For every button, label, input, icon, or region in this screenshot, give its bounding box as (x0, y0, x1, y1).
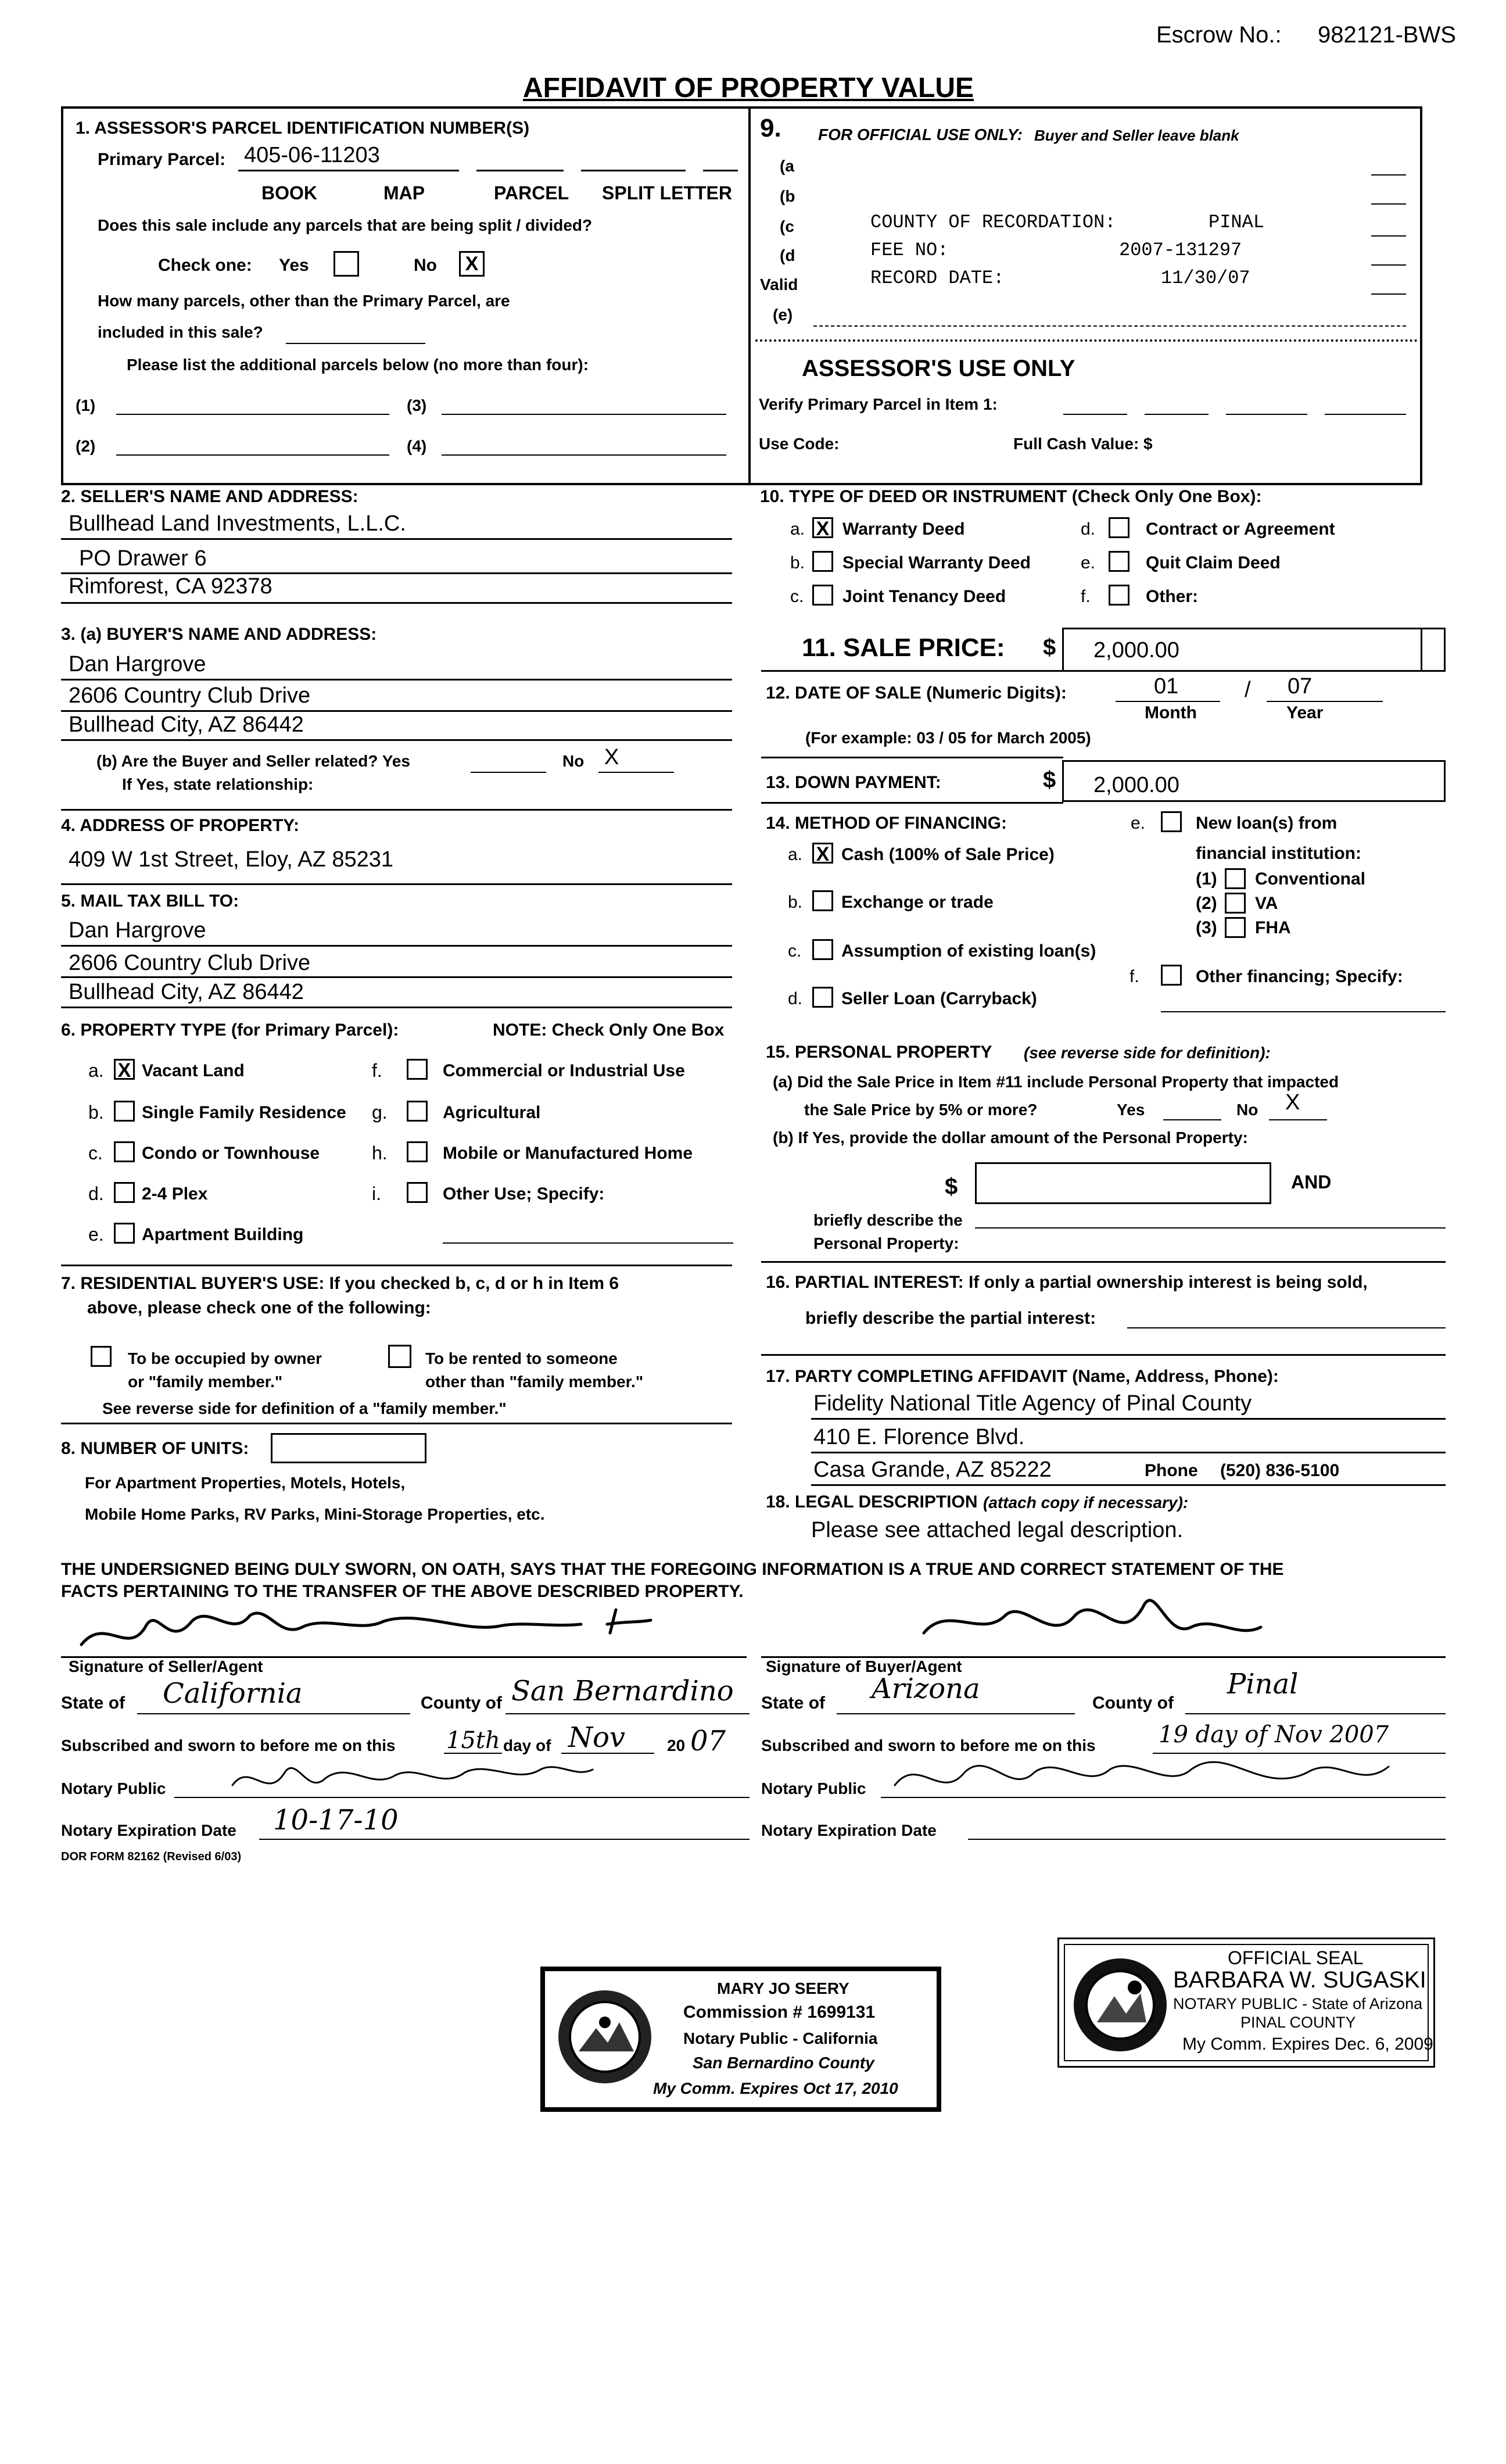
joint-tenancy-label: Joint Tenancy Deed (842, 587, 1006, 606)
apartment-label: Apartment Building (142, 1225, 304, 1244)
seal-left-expires: My Comm. Expires Oct 17, 2010 (653, 2079, 898, 2097)
taxbill-addr1[interactable]: 2606 Country Club Drive (69, 951, 311, 975)
other-deed-label: Other: (1146, 587, 1198, 606)
conventional-checkbox[interactable] (1225, 868, 1246, 889)
escrow-label: Escrow No.: (1156, 22, 1282, 48)
s1-heading: 1. ASSESSOR'S PARCEL IDENTIFICATION NUMBER(S) (76, 119, 530, 138)
s9-d: (d (780, 246, 795, 264)
quit-claim-checkbox[interactable] (1109, 551, 1130, 572)
fha-checkbox[interactable] (1225, 917, 1246, 938)
vacant-land-label: Vacant Land (142, 1061, 245, 1080)
partial-interest-line (1127, 1327, 1446, 1328)
s13-bottom-line (761, 802, 1063, 804)
parcel-2-label: (2) (76, 437, 96, 455)
right-notary-line (881, 1797, 1446, 1798)
other-parcels-question-1: How many parcels, other than the Primary Parcel, are (98, 292, 510, 310)
new-loan-label-2: financial institution: (1196, 844, 1361, 863)
s15-no-line (1269, 1119, 1327, 1120)
parcel-3-label: (3) (407, 396, 427, 414)
down-payment-label: 13. DOWN PAYMENT: (766, 773, 941, 792)
seller-addr2-line (61, 602, 732, 604)
seal-right (1057, 1937, 1435, 2068)
verify-line-1 (1063, 414, 1127, 415)
s16-heading: 16. PARTIAL INTEREST: If only a partial ownership interest is being sold, (766, 1273, 1368, 1292)
related-yes-line (471, 772, 546, 773)
taxbill-addr1-line (61, 976, 732, 978)
assumption-label: Assumption of existing loan(s) (841, 941, 1096, 961)
joint-tenancy-checkbox[interactable] (812, 585, 833, 606)
primary-parcel-label: Primary Parcel: (98, 150, 226, 169)
left-county-line (505, 1713, 750, 1714)
oath-line-1: THE UNDERSIGNED BEING DULY SWORN, ON OATH, SAYS THAT THE FOREGOING INFORMATION IS A TRUE AND CORRECT STATEMENT OF THE (61, 1560, 1284, 1579)
phone-label: Phone (1145, 1461, 1198, 1480)
s15-heading: 15. PERSONAL PROPERTY (766, 1043, 992, 1062)
left-day-value[interactable]: 15th (446, 1727, 500, 1754)
verify-line-2 (1145, 414, 1209, 415)
party-name-line (811, 1418, 1446, 1420)
verify-line-4 (1325, 414, 1406, 415)
notary-left-signature (232, 1767, 593, 1785)
book-line (238, 170, 459, 171)
cash-label: Cash (100% of Sale Price) (841, 845, 1055, 864)
date-example: (For example: 03 / 05 for March 2005) (805, 729, 1091, 747)
exchange-label: Exchange or trade (841, 893, 994, 912)
check-one-label: Check one: (158, 256, 252, 275)
parcel-3-line (442, 414, 726, 415)
agricultural-label: Agricultural (443, 1103, 541, 1122)
s14-heading: 14. METHOD OF FINANCING: (766, 814, 1007, 833)
other-financing-label: Other financing; Specify: (1196, 967, 1403, 986)
split-yes-checkbox[interactable] (334, 251, 359, 277)
seal-left-county: San Bernardino County (693, 2054, 874, 2072)
va-label: VA (1255, 894, 1278, 913)
special-warranty-checkbox[interactable] (812, 551, 833, 572)
s15-yes-line (1163, 1119, 1221, 1120)
s15-end-line (761, 1261, 1446, 1263)
assumption-checkbox[interactable] (812, 939, 833, 960)
left-state-value[interactable]: California (163, 1677, 303, 1710)
left-expiration-line (259, 1839, 750, 1840)
s9-e: (e) (773, 306, 793, 324)
seller-loan-label: Seller Loan (Carryback) (841, 989, 1037, 1008)
s9-dotted-separator (755, 339, 1418, 342)
col-map: MAP (383, 182, 425, 203)
california-seal-icon (555, 1987, 654, 2086)
seal-right-name: BARBARA W. SUGASKI (1173, 1967, 1426, 1993)
fee-value: 2007-131297 (1119, 239, 1242, 261)
buyer-addr2[interactable]: Bullhead City, AZ 86442 (69, 712, 304, 737)
relationship-label: If Yes, state relationship: (122, 775, 314, 793)
sale-year[interactable]: 07 (1288, 674, 1313, 699)
s9-valid-line (1371, 293, 1406, 295)
left-subscribed-label: Subscribed and sworn to before me on this (61, 1736, 396, 1754)
property-address[interactable]: 409 W 1st Street, Eloy, AZ 85231 (69, 847, 394, 872)
vacant-land-checkbox[interactable]: X (114, 1059, 135, 1080)
quit-claim-label: Quit Claim Deed (1146, 553, 1281, 572)
sale-price-label: 11. SALE PRICE: (802, 633, 1005, 662)
s10-b-letter: b. (790, 553, 805, 572)
s7-note: See reverse side for definition of a "family member." (102, 1399, 507, 1417)
exchange-checkbox[interactable] (812, 890, 833, 911)
taxbill-name-line (61, 945, 732, 947)
s16-end-line (761, 1354, 1446, 1356)
list-note: Please list the additional parcels below (no more than four): (127, 356, 589, 374)
s6-end-line (61, 1265, 732, 1266)
s6-c-letter: c. (88, 1143, 103, 1163)
new-loan-checkbox[interactable] (1161, 811, 1182, 832)
s2-heading: 2. SELLER'S NAME AND ADDRESS: (61, 487, 358, 506)
s12-label: 12. DATE OF SALE (Numeric Digits): (766, 683, 1067, 703)
left-notary-line (174, 1797, 750, 1798)
conventional-label: Conventional (1255, 869, 1366, 889)
agricultural-checkbox[interactable] (407, 1101, 428, 1122)
seller-addr1[interactable]: PO Drawer 6 (79, 546, 207, 571)
sale-year-line (1267, 701, 1383, 702)
other-use-label: Other Use; Specify: (443, 1184, 605, 1204)
legal-description[interactable]: Please see attached legal description. (811, 1518, 1184, 1542)
s15-and-label: AND (1291, 1172, 1332, 1192)
s14-f-letter: f. (1130, 967, 1139, 986)
county-value: PINAL (1209, 212, 1265, 233)
s10-d-letter: d. (1081, 520, 1096, 539)
s15-question-a-2: the Sale Price by 5% or more? (804, 1101, 1038, 1119)
s9-c-line (1371, 235, 1406, 237)
fha-num: (3) (1196, 918, 1217, 937)
taxbill-addr2-line (61, 1007, 732, 1008)
right-day-line (1153, 1753, 1446, 1754)
date-slash: / (1245, 678, 1251, 702)
special-warranty-label: Special Warranty Deed (842, 553, 1031, 572)
party-addr2-line (811, 1484, 1446, 1486)
assessor-heading: ASSESSOR'S USE ONLY (802, 356, 1075, 381)
personal-property-amount-box[interactable] (975, 1162, 1271, 1204)
s9-a: (a (780, 157, 794, 175)
owner-occupied-label-2: or "family member." (128, 1373, 283, 1391)
s9-d-line (1371, 264, 1406, 266)
right-notary-label: Notary Public (761, 1779, 866, 1797)
parcel-line (581, 170, 686, 171)
condo-checkbox[interactable] (114, 1141, 135, 1162)
s8-note-1: For Apartment Properties, Motels, Hotels, (85, 1474, 406, 1492)
s7-heading-2: above, please check one of the following: (87, 1298, 431, 1317)
sale-month-line (1116, 701, 1220, 702)
top-frame-divider (748, 106, 751, 485)
warranty-deed-label: Warranty Deed (842, 520, 965, 539)
right-county-line (1185, 1713, 1446, 1714)
down-payment-value[interactable]: 2,000.00 (1093, 773, 1179, 797)
conventional-num: (1) (1196, 869, 1217, 889)
units-input[interactable] (271, 1433, 426, 1463)
condo-label: Condo or Townhouse (142, 1144, 320, 1163)
related-no-mark[interactable]: X (604, 745, 619, 769)
s6-f-letter: f. (372, 1060, 382, 1081)
new-loan-label-1: New loan(s) from (1196, 814, 1338, 833)
right-county-label: County of (1092, 1693, 1174, 1713)
s4-heading: 4. ADDRESS OF PROPERTY: (61, 816, 300, 835)
related-no-line (598, 772, 674, 773)
s14-d-letter: d. (788, 989, 803, 1008)
s15-yes-label: Yes (1117, 1101, 1145, 1119)
col-parcel: PARCEL (494, 182, 569, 203)
seller-addr2[interactable]: Rimforest, CA 92378 (69, 574, 272, 599)
right-state-value[interactable]: Arizona (872, 1672, 980, 1705)
s15-dollar: $ (945, 1174, 958, 1199)
s18-heading: 18. LEGAL DESCRIPTION (766, 1492, 978, 1512)
seal-left-commission: Commission # 1699131 (683, 2003, 876, 2022)
s7-end-line (61, 1423, 732, 1424)
use-code-label: Use Code: (759, 435, 840, 453)
down-payment-dollar: $ (1043, 767, 1056, 793)
seal-right-official: OFFICIAL SEAL (1228, 1947, 1364, 1968)
s6-g-letter: g. (372, 1102, 388, 1123)
left-county-label: County of (421, 1693, 502, 1713)
va-checkbox[interactable] (1225, 893, 1246, 914)
other-parcels-question-2: included in this sale? (98, 323, 263, 341)
s15-heading-note: (see reverse side for definition): (1024, 1044, 1271, 1062)
s9-b: (b (780, 187, 795, 205)
seller-signature-label: Signature of Seller/Agent (69, 1657, 263, 1675)
fha-label: FHA (1255, 918, 1291, 937)
s15-no-mark[interactable]: X (1285, 1090, 1300, 1115)
s9-b-line (1371, 203, 1406, 205)
arizona-seal-icon (1071, 1956, 1170, 2054)
seal-right-county: PINAL COUNTY (1240, 2014, 1356, 2031)
right-expiration-label: Notary Expiration Date (761, 1821, 937, 1839)
party-name[interactable]: Fidelity National Title Agency of Pinal County (813, 1391, 1252, 1416)
other-use-line (443, 1242, 733, 1244)
s9-e-line (813, 325, 1406, 327)
s10-heading: 10. TYPE OF DEED OR INSTRUMENT (Check Only One Box): (760, 487, 1262, 506)
sale-price-dollar: $ (1043, 635, 1056, 660)
right-state-line (837, 1713, 1075, 1714)
s8-heading: 8. NUMBER OF UNITS: (61, 1439, 249, 1458)
oath-line-2: FACTS PERTAINING TO THE TRANSFER OF THE ABOVE DESCRIBED PROPERTY. (61, 1582, 744, 1601)
party-addr2[interactable]: Casa Grande, AZ 85222 (813, 1457, 1052, 1482)
s6-e-letter: e. (88, 1224, 104, 1245)
other-parcels-line (286, 343, 425, 344)
contract-checkbox[interactable] (1109, 517, 1130, 538)
seller-loan-checkbox[interactable] (812, 987, 833, 1008)
s13-top-line (761, 757, 1063, 758)
seller-name[interactable]: Bullhead Land Investments, L.L.C. (69, 511, 406, 536)
s15-describe-line-1 (975, 1227, 1446, 1229)
left-expiration-value[interactable]: 10-17-10 (273, 1804, 399, 1836)
right-state-label: State of (761, 1693, 826, 1713)
va-num: (2) (1196, 894, 1217, 913)
taxbill-name[interactable]: Dan Hargrove (69, 918, 206, 943)
s6-i-letter: i. (372, 1183, 381, 1204)
seller-signature (81, 1613, 581, 1645)
other-deed-checkbox[interactable] (1109, 585, 1130, 606)
phone-value[interactable]: (520) 836-5100 (1220, 1461, 1340, 1480)
s18-heading-note: (attach copy if necessary): (983, 1494, 1189, 1512)
s15-no-label: No (1236, 1101, 1258, 1119)
parcel-1-label: (1) (76, 396, 96, 414)
left-expiration-label: Notary Expiration Date (61, 1821, 236, 1839)
other-use-checkbox[interactable] (407, 1182, 428, 1203)
party-addr1-line (811, 1452, 1446, 1453)
s3-end-line (61, 809, 732, 811)
s9-number: 9. (760, 114, 781, 142)
s7-heading-1: 7. RESIDENTIAL BUYER'S USE: If you checked b, c, d or h in Item 6 (61, 1274, 619, 1293)
right-day-month-value[interactable]: 19 day of Nov 2007 (1159, 1721, 1389, 1748)
apartment-checkbox[interactable] (114, 1223, 135, 1244)
s9-a-line (1371, 174, 1406, 176)
buyer-signature-label: Signature of Buyer/Agent (766, 1657, 962, 1675)
s10-f-letter: f. (1081, 587, 1091, 606)
s10-e-letter: e. (1081, 553, 1096, 572)
month-label: Month (1145, 703, 1197, 722)
seller-name-line (61, 538, 732, 540)
s9-heading-note: Buyer and Seller leave blank (1034, 127, 1239, 144)
s9-heading: FOR OFFICIAL USE ONLY: (818, 126, 1023, 144)
property-address-line (61, 883, 732, 885)
split-no-label: No (414, 256, 437, 275)
s6-note: NOTE: Check Only One Box (493, 1020, 725, 1040)
s9-valid: Valid (760, 275, 798, 293)
s6-h-letter: h. (372, 1143, 388, 1163)
s10-c-letter: c. (790, 587, 804, 606)
s16-line-2: briefly describe the partial interest: (805, 1309, 1096, 1328)
left-month-value[interactable]: Nov (568, 1721, 626, 1754)
left-state-label: State of (61, 1693, 126, 1713)
s14-b-letter: b. (788, 893, 803, 912)
escrow-number: 982121-BWS (1318, 22, 1456, 48)
single-family-checkbox[interactable] (114, 1101, 135, 1122)
rented-label-1: To be rented to someone (425, 1349, 618, 1367)
s15-question-b: (b) If Yes, provide the dollar amount of the Personal Property: (773, 1129, 1248, 1147)
col-split: SPLIT LETTER (602, 182, 732, 203)
other-financing-line (1161, 1011, 1446, 1012)
contract-label: Contract or Agreement (1146, 520, 1335, 539)
left-day-line (444, 1753, 502, 1754)
buyer-name[interactable]: Dan Hargrove (69, 652, 206, 676)
s8-note-2: Mobile Home Parks, RV Parks, Mini-Storage Properties, etc. (85, 1505, 545, 1523)
plex-checkbox[interactable] (114, 1182, 135, 1203)
s10-a-letter: a. (790, 520, 805, 539)
commercial-label: Commercial or Industrial Use (443, 1061, 685, 1080)
split-question: Does this sale include any parcels that are being split / divided? (98, 216, 593, 234)
mobile-home-label: Mobile or Manufactured Home (443, 1144, 693, 1163)
seal-right-title: NOTARY PUBLIC - State of Arizona (1173, 1995, 1423, 2012)
right-expiration-line (968, 1839, 1446, 1840)
form-number: DOR FORM 82162 (Revised 6/03) (61, 1850, 242, 1863)
taxbill-addr2[interactable]: Bullhead City, AZ 86442 (69, 980, 304, 1004)
left-month-line (561, 1753, 654, 1754)
cash-checkbox[interactable]: X (812, 843, 833, 864)
s6-d-letter: d. (88, 1183, 104, 1204)
left-state-line (137, 1713, 410, 1714)
parcel-1-line (116, 414, 389, 415)
buyer-addr1[interactable]: 2606 Country Club Drive (69, 683, 311, 708)
sale-price-value[interactable]: 2,000.00 (1093, 638, 1179, 662)
left-year-prefix: 20 (667, 1736, 686, 1754)
s15-describe-1: briefly describe the (813, 1211, 963, 1229)
s14-a-letter: a. (788, 845, 803, 864)
right-county-value[interactable]: Pinal (1227, 1668, 1299, 1700)
buyer-addr1-line (61, 710, 732, 712)
buyer-signature (924, 1600, 1261, 1633)
parcel-4-line (442, 454, 726, 456)
col-book: BOOK (261, 182, 317, 203)
owner-occupied-checkbox[interactable] (91, 1346, 112, 1367)
county-label: COUNTY OF RECORDATION: (870, 212, 1116, 233)
seal-left (540, 1967, 941, 2112)
full-cash-label: Full Cash Value: $ (1013, 435, 1153, 453)
split-no-checkbox[interactable]: X (459, 251, 485, 277)
s17-heading: 17. PARTY COMPLETING AFFIDAVIT (Name, Address, Phone): (766, 1367, 1279, 1386)
s14-e-letter: e. (1131, 814, 1146, 833)
year-label: Year (1286, 703, 1324, 722)
mobile-home-checkbox[interactable] (407, 1141, 428, 1162)
fee-label: FEE NO: (870, 239, 949, 261)
parcel-4-label: (4) (407, 437, 427, 455)
record-date-value: 11/30/07 (1161, 267, 1250, 289)
right-subscribed-label: Subscribed and sworn to before me on this (761, 1736, 1096, 1754)
commercial-checkbox[interactable] (407, 1059, 428, 1080)
plex-label: 2-4 Plex (142, 1184, 208, 1204)
s6-b-letter: b. (88, 1102, 104, 1123)
left-year-value[interactable]: 07 (690, 1725, 726, 1757)
related-question: (b) Are the Buyer and Seller related? Yes (96, 752, 410, 770)
record-date-label: RECORD DATE: (870, 267, 1005, 289)
s14-c-letter: c. (788, 941, 802, 961)
split-yes-label: Yes (279, 256, 309, 275)
left-county-value[interactable]: San Bernardino (511, 1675, 734, 1707)
related-no-label: No (562, 752, 585, 770)
s15-question-a-1: (a) Did the Sale Price in Item #11 include Personal Property that impacted (773, 1073, 1339, 1091)
other-financing-checkbox[interactable] (1161, 965, 1182, 986)
rented-label-2: other than "family member." (425, 1373, 644, 1391)
split-line (703, 170, 738, 171)
seal-left-title: Notary Public - California (683, 2029, 878, 2047)
party-addr1[interactable]: 410 E. Florence Blvd. (813, 1425, 1025, 1449)
s6-a-letter: a. (88, 1060, 104, 1081)
verify-line-3 (1226, 414, 1307, 415)
owner-occupied-label-1: To be occupied by owner (128, 1349, 322, 1367)
sale-month[interactable]: 01 (1154, 674, 1179, 699)
s15-describe-2: Personal Property: (813, 1234, 959, 1252)
left-notary-label: Notary Public (61, 1779, 166, 1797)
s9-c: (c (780, 217, 794, 235)
warranty-deed-checkbox[interactable]: X (812, 517, 833, 538)
s6-heading: 6. PROPERTY TYPE (for Primary Parcel): (61, 1020, 399, 1040)
seal-left-name: MARY JO SEERY (717, 1979, 849, 1997)
single-family-label: Single Family Residence (142, 1103, 346, 1122)
s5-heading: 5. MAIL TAX BILL TO: (61, 891, 239, 911)
primary-parcel-value[interactable]: 405-06-11203 (244, 143, 380, 167)
rented-checkbox[interactable] (388, 1345, 411, 1368)
page-title: AFFIDAVIT OF PROPERTY VALUE (523, 73, 974, 103)
notary-right-signature (895, 1762, 1389, 1785)
buyer-name-line (61, 679, 732, 681)
buyer-addr2-line (61, 739, 732, 741)
parcel-2-line (116, 454, 389, 456)
s3-heading: 3. (a) BUYER'S NAME AND ADDRESS: (61, 625, 377, 644)
verify-label: Verify Primary Parcel in Item 1: (759, 395, 998, 413)
left-day-label: day of (503, 1736, 551, 1754)
seal-right-expires: My Comm. Expires Dec. 6, 2009 (1182, 2035, 1433, 2054)
map-line (476, 170, 564, 171)
